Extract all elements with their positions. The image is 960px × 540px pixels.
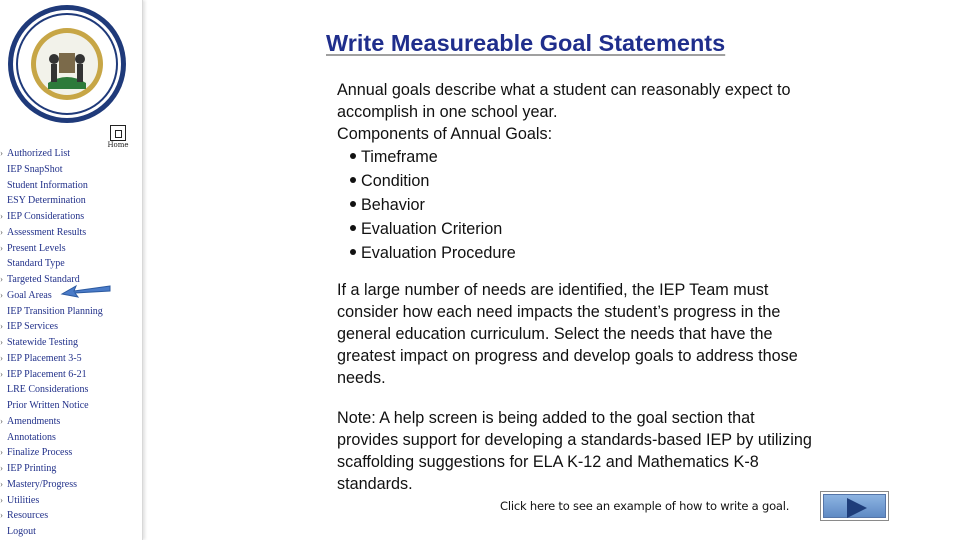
pointer-arrow-icon <box>60 283 112 299</box>
components-list <box>337 145 812 265</box>
sidebar-item-iep-snapshot[interactable]: IEP SnapShot <box>7 163 63 175</box>
sidebar-item-statewide-testing[interactable]: › Statewide Testing <box>0 335 142 351</box>
sidebar-item-annotations[interactable]: Annotations <box>7 431 56 443</box>
help-note-paragraph: Note: A help screen is being added to the goal section that provides support for developing a standards-based IEP by utilizing scaffolding suggestions for ELA K-12 and Mathematics K-8 standards. <box>337 409 812 493</box>
page-title: Write Measureable Goal Statements <box>326 30 726 56</box>
sidebar-item-iep-printing[interactable]: › IEP Printing <box>0 461 142 477</box>
next-button[interactable] <box>820 491 889 521</box>
list-item: Timeframe <box>337 145 812 169</box>
example-link[interactable]: Click here to see an example of how to write a goal. <box>500 499 790 513</box>
main-content <box>337 79 812 495</box>
home-icon <box>110 125 126 141</box>
wv-department-of-education-seal <box>6 3 128 125</box>
sidebar-item-assessment-results[interactable]: › Assessment Results <box>0 225 142 241</box>
sidebar-item-iep-services[interactable]: › IEP Services <box>0 319 142 335</box>
sidebar-item-mastery-progress[interactable]: › Mastery/Progress <box>0 477 142 493</box>
sidebar-item-amendments[interactable]: › Amendments <box>0 414 142 430</box>
sidebar-item-authorized-list[interactable]: › Authorized List <box>0 146 142 162</box>
sidebar-item-iep-placement-6-21[interactable]: › IEP Placement 6-21 <box>0 367 142 383</box>
sidebar-item-finalize-process[interactable]: › Finalize Process <box>0 445 142 461</box>
needs-paragraph: If a large number of needs are identified, the IEP Team must consider how each need impacts the student’s progress in the general education curriculum. Select the needs that have the greatest impact on progress and develop goals to address those needs. <box>337 281 798 387</box>
sidebar-item-standard-type[interactable]: Standard Type <box>7 258 65 270</box>
sidebar-item-student-information[interactable]: Student Information <box>7 179 88 191</box>
list-item: Evaluation Procedure <box>337 241 812 265</box>
sidebar-item-iep-transition-planning[interactable]: IEP Transition Planning <box>7 305 103 317</box>
play-icon <box>847 498 867 518</box>
sidebar <box>0 0 143 540</box>
sidebar-item-iep-considerations[interactable]: › IEP Considerations <box>0 209 142 225</box>
list-item: Condition <box>337 169 812 193</box>
sidebar-item-prior-written-notice[interactable]: Prior Written Notice <box>7 400 89 411</box>
sidebar-item-logout[interactable]: Logout <box>7 526 36 537</box>
sidebar-nav <box>0 146 142 540</box>
sidebar-item-goal-areas[interactable]: › Goal Areas <box>0 288 142 304</box>
intro-text: Annual goals describe what a student can reasonably expect to accomplish in one school year. <box>337 81 791 121</box>
sidebar-item-present-levels[interactable]: › Present Levels <box>0 241 142 257</box>
list-item: Behavior <box>337 193 812 217</box>
list-item: Evaluation Criterion <box>337 217 812 241</box>
sidebar-item-iep-placement-3-5[interactable]: › IEP Placement 3-5 <box>0 351 142 367</box>
home-label: Home <box>107 141 129 149</box>
sidebar-item-esy-determination[interactable]: ESY Determination <box>7 195 86 207</box>
components-heading: Components of Annual Goals: <box>337 125 553 143</box>
sidebar-item-lre-considerations[interactable]: LRE Considerations <box>7 384 89 396</box>
sidebar-item-targeted-standard[interactable]: › Targeted Standard <box>0 272 142 288</box>
sidebar-item-utilities[interactable]: › Utilities <box>0 493 142 509</box>
sidebar-item-resources[interactable]: › Resources <box>0 508 142 524</box>
